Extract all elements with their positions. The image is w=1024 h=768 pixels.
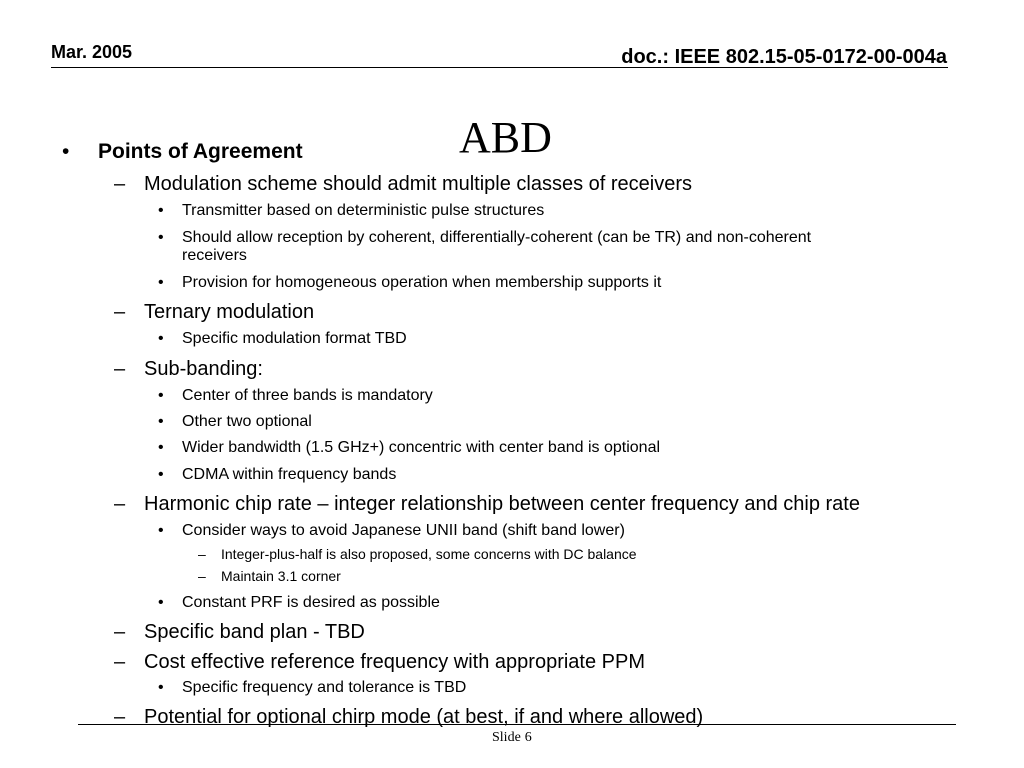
dash-icon: –	[198, 546, 206, 562]
slide-title: ABD	[459, 113, 552, 162]
header-doc-id: doc.: IEEE 802.15-05-0172-00-004a	[621, 46, 947, 68]
bullet-icon: •	[158, 413, 164, 430]
bullet-text: Specific band plan - TBD	[144, 621, 365, 643]
bullet-text: Specific frequency and tolerance is TBD	[182, 679, 467, 696]
bullet-text: Other two optional	[182, 413, 312, 430]
header-date: Mar. 2005	[51, 42, 133, 62]
bullet-text: Maintain 3.1 corner	[221, 568, 341, 584]
bullet-text: Specific modulation format TBD	[182, 330, 407, 347]
bullet-icon: •	[158, 274, 164, 291]
dash-icon: –	[114, 493, 126, 515]
slide-number-value: 6	[524, 730, 532, 745]
bullet-icon: •	[158, 522, 164, 539]
bullet-icon: •	[62, 140, 70, 163]
bullet-text: Cost effective reference frequency with appropriate PPM	[144, 651, 645, 673]
bullet-text: Should allow reception by coherent, differentially-coherent (can be TR) and non-coherent	[182, 229, 812, 246]
bullet-icon: •	[158, 202, 164, 219]
dash-icon: –	[114, 621, 126, 643]
bullet-text: Center of three bands is mandatory	[182, 387, 433, 404]
bullet-text: Potential for optional chirp mode (at best, if and where allowed)	[144, 706, 704, 728]
bullet-text: Transmitter based on deterministic pulse structures	[182, 202, 545, 219]
bullet-icon: •	[158, 387, 164, 404]
bullet-text: Harmonic chip rate – integer relationship between center frequency and chip rate	[144, 493, 860, 515]
dash-icon: –	[114, 358, 126, 380]
bullet-text: Wider bandwidth (1.5 GHz+) concentric with center band is optional	[182, 439, 661, 456]
dash-icon: –	[114, 173, 126, 195]
bullet-text: Modulation scheme should admit multiple classes of receivers	[144, 173, 693, 195]
bullet-icon: •	[158, 229, 164, 246]
bullet-icon: •	[158, 466, 164, 483]
bullet-icon: •	[158, 594, 164, 611]
bullet-icon: •	[158, 330, 164, 347]
bullet-text-continuation: receivers	[182, 247, 247, 264]
footer-divider	[78, 724, 956, 725]
bullet-text: Consider ways to avoid Japanese UNII band (shift band lower)	[182, 522, 625, 539]
slide-label: Slide	[492, 730, 521, 745]
bullet-icon: •	[158, 439, 164, 456]
dash-icon: –	[114, 651, 126, 673]
bullet-text: Provision for homogeneous operation when membership supports it	[182, 274, 662, 291]
bullet-text: Points of Agreement	[98, 140, 303, 163]
dash-icon: –	[198, 568, 206, 584]
bullet-text: CDMA within frequency bands	[182, 466, 397, 483]
dash-icon: –	[114, 301, 126, 323]
bullet-text: Constant PRF is desired as possible	[182, 594, 440, 611]
bullet-icon: •	[158, 679, 164, 696]
bullet-text: Sub-banding:	[144, 358, 263, 380]
slide-number	[492, 730, 532, 746]
bullet-text: Ternary modulation	[144, 301, 315, 323]
bullet-text: Integer-plus-half is also proposed, some concerns with DC balance	[221, 546, 637, 562]
dash-icon: –	[114, 706, 126, 728]
